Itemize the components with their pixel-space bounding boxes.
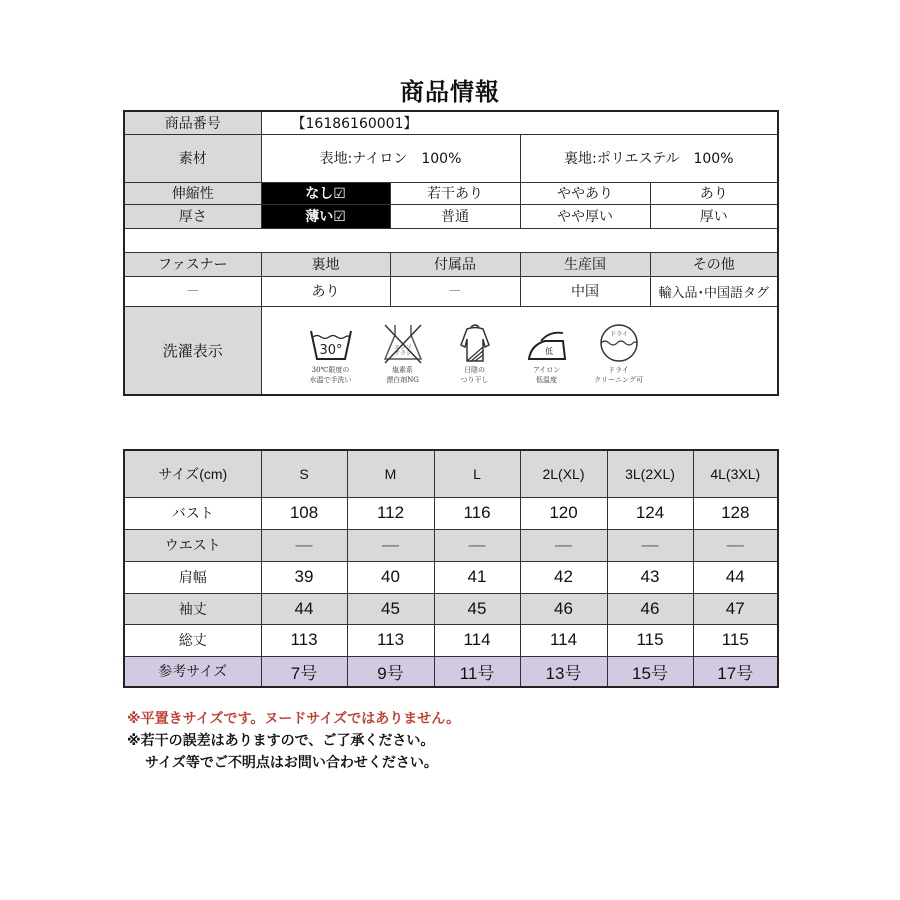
- cell: 17号: [693, 656, 778, 687]
- row-label: 参考サイズ: [124, 656, 261, 687]
- cell: 15号: [607, 656, 693, 687]
- attr-header-zipper: ファスナー: [124, 252, 261, 276]
- attr-header-other: その他: [650, 252, 778, 276]
- size-table: [123, 449, 779, 688]
- cell: 112: [347, 497, 434, 529]
- attr-header-country: 生産国: [520, 252, 650, 276]
- size-header-label: サイズ(cm): [124, 450, 261, 497]
- row-label: ウエスト: [124, 529, 261, 561]
- svg-text:エンソ: エンソ: [393, 344, 412, 352]
- size-header-3l: 3L(2XL): [607, 450, 693, 497]
- error-margin-note: ※若干の誤差はありますので、ご了承ください。: [127, 733, 435, 749]
- cell: 44: [693, 561, 778, 593]
- attributes-header-row: [124, 252, 778, 276]
- cell: 46: [520, 593, 607, 624]
- attr-header-accessories: 付属品: [390, 252, 520, 276]
- attr-value-accessories: －: [390, 276, 520, 306]
- stretch-option-none-selected: なし☑: [261, 182, 390, 204]
- row-label: 肩幅: [124, 561, 261, 593]
- thickness-row: [124, 204, 778, 228]
- cell: 39: [261, 561, 347, 593]
- svg-text:低: 低: [544, 347, 553, 357]
- cell: —: [261, 529, 347, 561]
- attr-value-lining: あり: [261, 276, 390, 306]
- cell: 114: [434, 624, 520, 656]
- size-header-s: S: [261, 450, 347, 497]
- table-row-length: [124, 624, 778, 656]
- spacer-cell: [124, 228, 778, 252]
- attr-value-country: 中国: [520, 276, 650, 306]
- care-symbol-iron-low: [518, 321, 576, 385]
- cell: 43: [607, 561, 693, 593]
- row-label: 総丈: [124, 624, 261, 656]
- item-number-label: 商品番号: [124, 111, 261, 134]
- size-header-4l: 4L(3XL): [693, 450, 778, 497]
- table-row-shoulder: [124, 561, 778, 593]
- thickness-option-thick: 厚い: [650, 204, 778, 228]
- care-caption: 30℃限度の 水温で手洗い: [309, 366, 352, 385]
- cell: —: [520, 529, 607, 561]
- cell: —: [693, 529, 778, 561]
- cell: 115: [693, 624, 778, 656]
- table-row-sleeve: [124, 593, 778, 624]
- thickness-option-somewhat-thick: やや厚い: [520, 204, 650, 228]
- stretch-option-slight: 若干あり: [390, 182, 520, 204]
- attributes-value-row: [124, 276, 778, 306]
- cell: 113: [261, 624, 347, 656]
- cell: 45: [434, 593, 520, 624]
- cell: —: [347, 529, 434, 561]
- thickness-option-normal: 普通: [390, 204, 520, 228]
- cell: 116: [434, 497, 520, 529]
- care-symbol-no-bleach: [374, 321, 432, 385]
- cell: 108: [261, 497, 347, 529]
- size-header-m: M: [347, 450, 434, 497]
- care-symbols-cell: [261, 306, 778, 395]
- care-symbol-hand-wash: [302, 321, 360, 385]
- stretch-label: 伸縮性: [124, 182, 261, 204]
- cell: 41: [434, 561, 520, 593]
- cell: 7号: [261, 656, 347, 687]
- care-caption: 日陰の つり干し: [460, 366, 489, 385]
- size-header-2l: 2L(XL): [520, 450, 607, 497]
- row-label: 袖丈: [124, 593, 261, 624]
- attr-value-other: 輸入品･中国語タグ: [650, 276, 778, 306]
- material-row: [124, 134, 778, 182]
- cell: 40: [347, 561, 434, 593]
- svg-text:サラシ: サラシ: [393, 350, 412, 358]
- cell: 42: [520, 561, 607, 593]
- cell: —: [434, 529, 520, 561]
- svg-text:30°: 30°: [318, 343, 343, 359]
- cell: 128: [693, 497, 778, 529]
- thickness-label: 厚さ: [124, 204, 261, 228]
- spacer-row: [124, 228, 778, 252]
- cell: 44: [261, 593, 347, 624]
- care-symbol-shade-dry: [446, 321, 504, 385]
- cell: 47: [693, 593, 778, 624]
- wash-tub-30-icon: [307, 321, 355, 365]
- cell: 115: [607, 624, 693, 656]
- iron-low-icon: [523, 321, 571, 365]
- material-outer: 表地:ナイロン 100%: [261, 134, 520, 182]
- care-caption: アイロン 低温度: [532, 366, 561, 385]
- cell: 9号: [347, 656, 434, 687]
- attr-value-zipper: －: [124, 276, 261, 306]
- cell: 124: [607, 497, 693, 529]
- cell: 45: [347, 593, 434, 624]
- dry-clean-icon: [595, 321, 643, 365]
- care-symbol-dry-clean: [590, 321, 648, 385]
- page-title: 商品情報: [400, 77, 500, 106]
- hang-dry-shade-icon: [451, 321, 499, 365]
- care-row: [124, 306, 778, 395]
- thickness-option-thin-selected: 薄い☑: [261, 204, 390, 228]
- cell: 13号: [520, 656, 607, 687]
- stretch-option-yes: あり: [650, 182, 778, 204]
- cell: 120: [520, 497, 607, 529]
- table-row-bust: [124, 497, 778, 529]
- contact-note: サイズ等でご不明点はお問い合わせください。: [145, 755, 438, 771]
- care-symbols: [262, 315, 778, 385]
- material-label: 素材: [124, 134, 261, 182]
- stretch-option-somewhat: ややあり: [520, 182, 650, 204]
- table-row-waist: [124, 529, 778, 561]
- item-number-value: 【16186160001】: [261, 111, 778, 134]
- svg-text:ドライ: ドライ: [609, 331, 628, 339]
- item-number-row: [124, 111, 778, 134]
- size-notes: [127, 708, 460, 774]
- care-caption: 塩素系 漂白剤NG: [386, 366, 419, 385]
- care-label: 洗濯表示: [124, 306, 261, 395]
- size-header-l: L: [434, 450, 520, 497]
- table-row-reference-size: [124, 656, 778, 687]
- product-info-table: [123, 110, 779, 396]
- cell: 114: [520, 624, 607, 656]
- cell: 11号: [434, 656, 520, 687]
- attr-header-lining: 裏地: [261, 252, 390, 276]
- cell: —: [607, 529, 693, 561]
- flat-measure-warning: ※平置きサイズです。ヌードサイズではありません。: [127, 711, 461, 727]
- cell: 113: [347, 624, 434, 656]
- material-lining: 裏地:ポリエステル 100%: [520, 134, 778, 182]
- row-label: バスト: [124, 497, 261, 529]
- stretch-row: [124, 182, 778, 204]
- size-header-row: [124, 450, 778, 497]
- care-caption: ドライ クリーニング可: [594, 366, 643, 385]
- cell: 46: [607, 593, 693, 624]
- no-bleach-icon: [379, 321, 427, 365]
